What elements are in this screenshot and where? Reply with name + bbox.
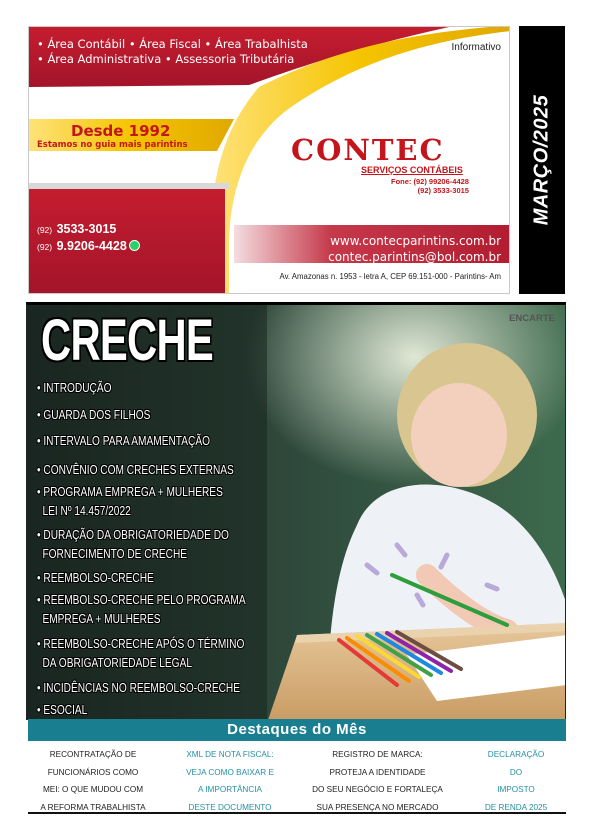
highlight-line: A IMPORTÂNCIA bbox=[198, 785, 262, 794]
contec-ad-banner bbox=[28, 26, 510, 294]
page-title: CRECHE bbox=[41, 308, 214, 373]
address: Av. Amazonas n. 1953 - letra A, CEP 69.151-000 - Parintins- Am bbox=[279, 272, 501, 281]
highlight-line: IMPOSTO bbox=[497, 785, 535, 794]
topic-guarda-dos-filhos: • GUARDA DOS FILHOS bbox=[37, 407, 151, 422]
bottom-divider bbox=[28, 812, 566, 814]
topic-reembolso-apos-termino-cont: DA OBRIGATORIEDADE LEGAL bbox=[42, 655, 192, 670]
highlight-recontratacao-mei[interactable] bbox=[28, 746, 158, 816]
highlight-line: XML DE NOTA FISCAL: bbox=[186, 750, 274, 759]
web-contacts bbox=[328, 233, 501, 265]
topic-intervalo-amamentacao: • INTERVALO PARA AMAMENTAÇÃO bbox=[37, 433, 210, 448]
month-label-box bbox=[519, 26, 565, 294]
highlight-line: FUNCIONÁRIOS COMO bbox=[47, 767, 139, 777]
topic-reembolso-apos-termino: • REEMBOLSO-CRECHE APÓS O TÉRMINO bbox=[37, 636, 245, 651]
highlight-line: DE RENDA 2025 bbox=[484, 802, 548, 812]
email-link[interactable]: contec.parintins@bol.com.br bbox=[328, 250, 501, 264]
topic-duracao-obrigatoriedade: • DURAÇÃO DA OBRIGATORIEDADE DO bbox=[37, 527, 229, 542]
service-areas-line-2: • Área Administrativa • Assessoria Tributária bbox=[37, 52, 295, 66]
highlight-declaracao-ir[interactable] bbox=[466, 746, 566, 816]
phone-prefix: (92) bbox=[37, 225, 53, 235]
phone-prefix: (92) bbox=[37, 242, 53, 252]
highlight-line: SUA PRESENÇA NO MERCADO bbox=[316, 802, 439, 812]
company-logo-subtitle: SERVIÇOS CONTÁBEIS bbox=[361, 165, 463, 175]
highlight-line: DO bbox=[509, 767, 523, 777]
website-link[interactable]: www.contecparintins.com.br bbox=[330, 234, 501, 248]
topic-programa-emprega: • PROGRAMA EMPREGA + MULHERES bbox=[37, 484, 223, 499]
topic-incidencias: • INCIDÊNCIAS NO REEMBOLSO-CRECHE bbox=[37, 680, 241, 695]
phone-line-2 bbox=[37, 238, 140, 255]
whatsapp-icon bbox=[129, 240, 140, 251]
highlight-line: PROTEJA A IDENTIDADE bbox=[329, 767, 426, 777]
logo-phone-1: Fone: (92) 99206-4428 bbox=[391, 177, 469, 186]
topic-reembolso-programa-cont: EMPREGA + MULHERES bbox=[42, 611, 161, 626]
highlight-line: VEJA COMO BAIXAR E bbox=[186, 767, 274, 777]
phone-number: 3533-3015 bbox=[56, 222, 117, 236]
since-year: Desde 1992 bbox=[71, 122, 171, 140]
phone-number: 9.9206-4428 bbox=[56, 239, 127, 253]
highlight-line: REGISTRO DE MARCA: bbox=[332, 750, 423, 759]
encarte-label: ENCARTE bbox=[509, 313, 555, 324]
phone-line-1 bbox=[37, 221, 140, 238]
topic-duracao-obrigatoriedade-cont: FORNECIMENTO DE CRECHE bbox=[42, 546, 188, 561]
topic-reembolso-programa: • REEMBOLSO-CRECHE PELO PROGRAMA bbox=[37, 592, 246, 607]
creche-cover bbox=[26, 302, 566, 720]
highlights-title: Destaques do Mês bbox=[28, 719, 566, 741]
company-logo-name: CONTEC bbox=[291, 133, 445, 167]
highlight-line: A REFORMA TRABALHISTA bbox=[40, 802, 146, 812]
highlight-line: MEI: O QUE MUDOU COM bbox=[42, 785, 144, 794]
since-subtitle: Estamos no guia mais parintins bbox=[37, 140, 188, 150]
highlight-registro-marca[interactable] bbox=[300, 746, 455, 816]
topic-esocial: • ESOCIAL bbox=[37, 702, 88, 717]
highlight-xml-nota-fiscal[interactable] bbox=[165, 746, 295, 816]
topic-introducao: • INTRODUÇÃO bbox=[37, 380, 112, 395]
month-label: MARÇO/2025 bbox=[530, 94, 553, 226]
service-areas-line-1: • Área Contábil • Área Fiscal • Área Trabalhista bbox=[37, 37, 308, 51]
company-logo-phones bbox=[391, 177, 469, 195]
highlight-line: RECONTRATAÇÃO DE bbox=[49, 750, 137, 759]
topic-reembolso-creche: • REEMBOLSO-CRECHE bbox=[37, 570, 154, 585]
topic-programa-emprega-lei: LEI Nº 14.457/2022 bbox=[42, 503, 131, 518]
informativo-label: Informativo bbox=[451, 42, 501, 53]
highlight-line: DESTE DOCUMENTO bbox=[188, 802, 272, 812]
highlight-line: DECLARAÇÃO bbox=[487, 750, 545, 759]
topic-convenio-creches: • CONVÊNIO COM CRECHES EXTERNAS bbox=[37, 462, 234, 477]
highlight-line: DO SEU NEGÓCIO E FORTALEÇA bbox=[312, 785, 443, 794]
contact-phones bbox=[37, 221, 140, 255]
service-areas bbox=[37, 37, 308, 67]
logo-phone-2: (92) 3533-3015 bbox=[417, 186, 469, 195]
